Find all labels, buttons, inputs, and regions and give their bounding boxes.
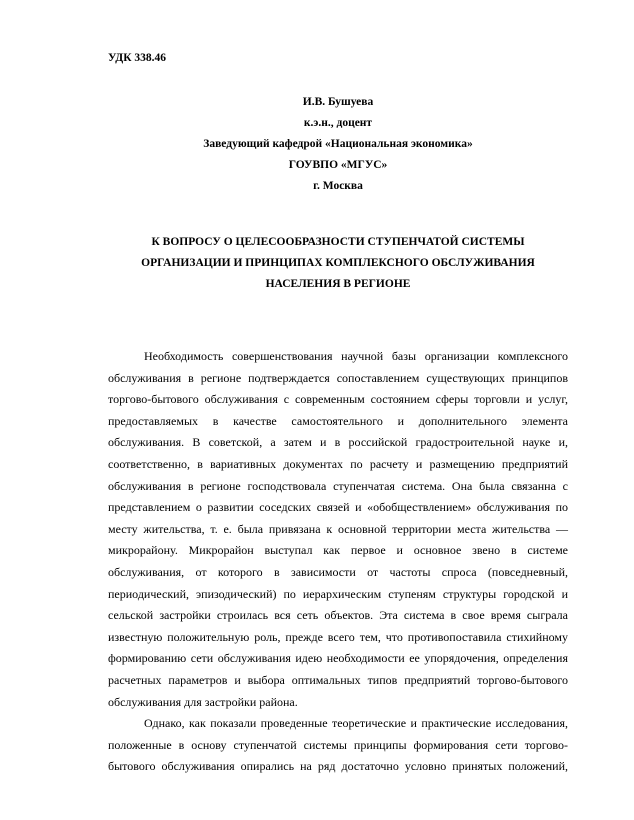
body-line: представлением о развитии соседских связей и «обобществлением» обслуживания по (108, 500, 568, 515)
paragraph-2 (108, 713, 568, 778)
title-line: НАСЕЛЕНИЯ В РЕГИОНЕ (265, 278, 411, 290)
article-title (108, 232, 568, 295)
body-line: обслуживания. В советской, а затем и в российской градостроительной науке и, (108, 435, 568, 450)
body-line: бытового обслуживания опирались на ряд достаточно условно принятых положений, (108, 759, 568, 774)
author-name: И.В. Бушуева (302, 96, 374, 108)
author-block (108, 92, 568, 197)
article-body (108, 346, 568, 778)
author-city: г. Москва (313, 180, 363, 192)
body-line: предоставляемых в качестве самостоятельного и дополнительного элемента (108, 413, 568, 428)
author-organization: ГОУВПО «МГУС» (288, 159, 388, 171)
body-line: микрорайону. Микрорайон выступал как первое и основное звено в системе (108, 543, 568, 558)
paragraph-1 (108, 346, 568, 713)
body-line: формированию сети обслуживания идею необходимости ее упорядочения, определения (108, 651, 568, 666)
body-line: известную положительную роль, прежде всего тем, что противопоставила стихийному (108, 629, 568, 644)
body-line: Однако, как показали проведенные теоретические и практические исследования, (144, 716, 568, 731)
body-line: месту жительства, т. е. была привязана к основной территории места жительства — (108, 521, 568, 536)
title-line: К ВОПРОСУ О ЦЕЛЕСООБРАЗНОСТИ СТУПЕНЧАТОЙ СИСТЕМЫ (151, 236, 525, 248)
title-line: ОРГАНИЗАЦИИ И ПРИНЦИПАХ КОМПЛЕКСНОГО ОБСЛУЖИВАНИЯ (141, 257, 535, 269)
author-degree: к.э.н., доцент (303, 117, 373, 129)
body-line: периодический, эпизодический) по иерархическим ступеням структуры городской и (108, 586, 568, 601)
body-line: Необходимость совершенствования научной базы организации комплексного (144, 349, 568, 363)
body-line: расчетных параметров и выбора оптимальных типов предприятий торгово-бытового (108, 672, 568, 687)
body-line: положенные в основу ступенчатой системы принципы формирования сети торгово- (108, 737, 568, 752)
body-line: обслуживания в регионе господствовала ступенчатая система. Она была связанна с (108, 478, 568, 493)
body-line: сельской застройки строилась вся сеть объектов. Эта система в свое время сыграла (108, 608, 568, 623)
author-position: Заведующий кафедрой «Национальная экономика» (203, 138, 473, 150)
udk-code: УДК 338.46 (108, 52, 167, 64)
body-line: торгово-бытового обслуживания с современным состоянием сферы торговли и услуг, (108, 392, 568, 407)
body-line: обслуживания, от которого в зависимости от частоты спроса (повседневный, (108, 564, 568, 579)
body-line: соответственно, в вариативных документах по расчету и размещению предприятий (108, 456, 568, 471)
body-line: обслуживания для застройки района. (108, 694, 298, 709)
body-line: обслуживания в регионе подтверждается сопоставлением существующих принципов (108, 370, 568, 385)
